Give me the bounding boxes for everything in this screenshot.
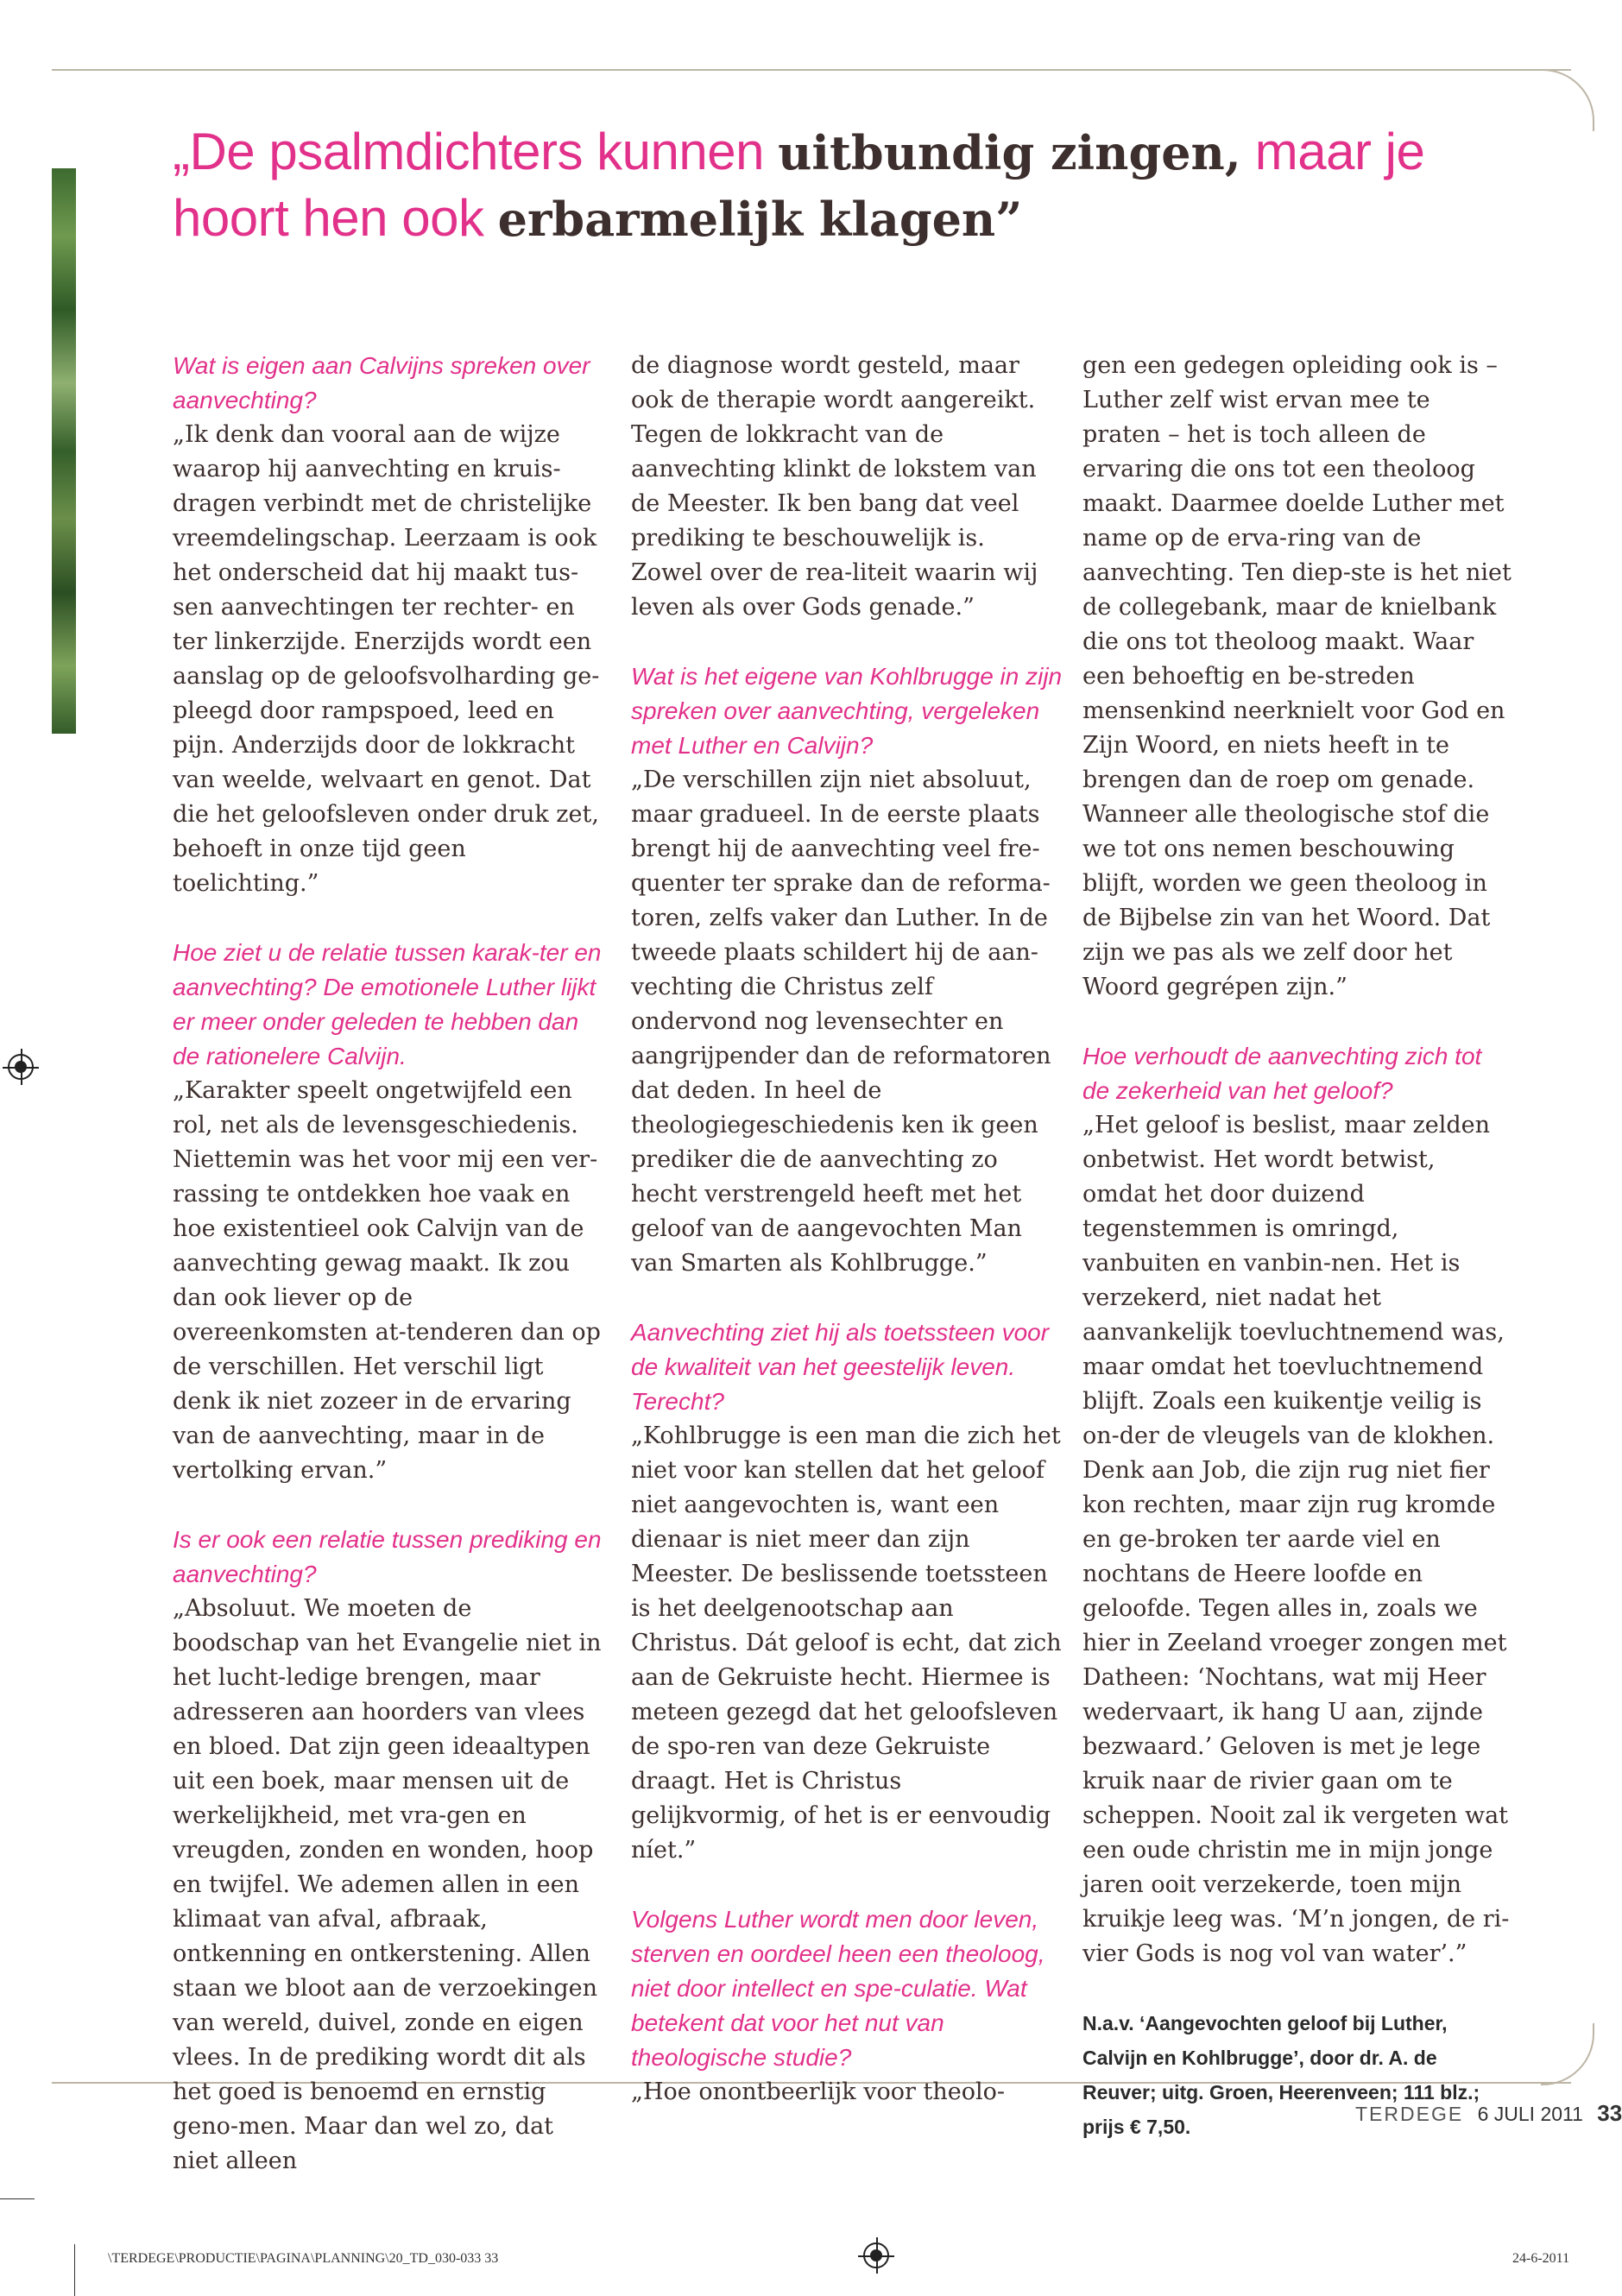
question-2: Hoe ziet u de relatie tussen karak-ter en aanvechting? De emotionele Luther lijkt er meer onder geleden te hebben dan de rationelere Calvijn. — [173, 939, 602, 1069]
photo-edge-strip — [52, 168, 76, 734]
page-number: 33 — [1597, 2100, 1622, 2126]
answer-4: „De verschillen zijn niet absoluut, maar gradueel. In de eerste plaats brengt hij de aanvechting veel fre-quenter ter sprake dan de reforma-toren, zelfs vaker dan Luther. In de tweede plaats schildert hij de aan-vechting die Christus zelf ondervond nog levensechter en aangrijpender dan de reformatoren dat deden. In heel de theologiegeschiedenis ken ik geen prediker die de aanvechting zo hecht verstrengeld heeft met het geloof van de aangevochten Man van Smarten als Kohlbrugge.” — [631, 766, 1051, 1277]
headline-bold-2: erbarmelijk klagen” — [497, 192, 1023, 247]
magazine-name: TERDEGE — [1355, 2103, 1464, 2125]
answer-2: „Karakter speelt ongetwijfeld een rol, net als de levensgeschiedenis. Niettemin was het voor mij een ver-rassing te ontdekken hoe vaak en hoe existentieel ook Calvijn van de aanvechting gewag maakt. Ik zou dan ook liever op de overeenkomsten at-tenderen dan op de verschillen. Het verschil ligt denk ik niet zozeer in de ervaring van de aanvechting, maar in de vertolking ervan.” — [173, 1077, 601, 1484]
question-5: Aanvechting ziet hij als toetssteen voor de kwaliteit van het geestelijk leven. Terecht? — [631, 1319, 1050, 1415]
bottom-frame-corner — [1541, 2023, 1594, 2085]
headline-part-2: maar je hoort hen ook — [173, 123, 1425, 247]
question-4: Wat is het eigene van Kohlbrugge in zijn spreken over aanvechting, vergeleken met Luther en Calvijn? — [631, 663, 1063, 759]
print-slug-path: \TERDEGE\PRODUCTIE\PAGINA\PLANNING\20_TD_030-033 33 — [108, 2251, 499, 2266]
page-footer — [1355, 2100, 1622, 2127]
column-2 — [631, 349, 1063, 2144]
crop-mark — [74, 2244, 75, 2296]
question-1: Wat is eigen aan Calvijns spreken over aanvechting? — [173, 352, 590, 413]
answer-6-continued: gen een gedegen opleiding ook is – Luther zelf wist ervan mee te praten – het is toch alleen de ervaring die ons tot een theoloog maakt. Daarmee doelde Luther met name op de erva-ring van de aanvechting. Ten diep-ste is het niet de collegebank, maar de knielbank die ons tot theoloog maakt. Waar een behoeftig en be-streden mensenkind neerknielt voor God en Zijn Woord, en niets heeft in te brengen dan de roep om genade. Wanneer alle theologische stof die we tot ons nemen beschouwing blijft, worden we geen theoloog in de Bijbelse zin van het Woord. Dat zijn we pas als we zelf door het Woord gegrépen zijn.” — [1082, 352, 1512, 1000]
question-6: Volgens Luther wordt men door leven, sterven en oordeel heen een theoloog, niet door intellect en spe-culatie. Wat betekent dat voor het nut van theologische studie? — [631, 1906, 1045, 2071]
answer-5: „Kohlbrugge is een man die zich het niet voor kan stellen dat het geloof niet aangevochten is, want een dienaar is niet meer dan zijn Meester. De beslissende toetssteen is het deelgenootschap aan Christus. Dát geloof is echt, dat zich aan de Gekruiste hecht. Hiermee is meteen gezegd dat het geloofsleven de spo-ren van deze Gekruiste draagt. Het is Christus gelijkvormig, of het is er eenvoudig níet.” — [631, 1422, 1062, 1864]
headline-bold-1: uitbundig zingen, — [778, 125, 1241, 180]
registration-mark-icon — [8, 1054, 34, 1080]
pull-quote-headline — [173, 119, 1467, 252]
answer-6: „Hoe onontbeerlijk voor theolo- — [631, 2078, 1005, 2105]
book-credit: N.a.v. ‘Aangevochten geloof bij Luther, Calvijn en Kohlbrugge’, door dr. A. de Reuver; uitg. Groen, Heerenveen; 111 blz.; prijs € 7,50. — [1082, 2012, 1480, 2138]
registration-mark-icon — [863, 2242, 889, 2268]
crop-mark — [0, 2198, 35, 2199]
answer-7: „Het geloof is beslist, maar zelden onbetwist. Het wordt betwist, omdat het door duizend tegenstemmen is omringd, vanbuiten en vanbin-nen. Het is verzekerd, niet nadat het aanvankelijk toevluchtnemend was, maar omdat het toevluchtnemend blijft. Zoals een kuikentje veilig is on-der de vleugels van de klokhen. Denk aan Job, die zijn rug niet fier kon rechten, maar zijn rug kromde en ge-broken ter aarde viel en nochtans de Heere loofde en geloofde. Tegen alles in, zoals we hier in Zeeland vroeger zongen met Datheen: ‘Nochtans, wat mij Heer wedervaart, ik hang U aan, zijnde bezwaard.’ Geloven is met je lege kruik naar de rivier gaan om te scheppen. Nooit zal ik vergeten wat een oude christin me in mijn jonge jaren ooit verzekerde, toen mijn kruikje leeg was. ‘M’n jongen, de ri-vier Gods is nog vol van water’.” — [1082, 1112, 1510, 1967]
answer-3-continued: de diagnose wordt gesteld, maar ook de therapie wordt aangereikt. Tegen de lokkracht van de aanvechting klinkt de lokstem van de Meester. Ik ben bang dat veel prediking te beschouwelijk is. Zowel over de rea-liteit waarin wij leven als over Gods genade.” — [631, 352, 1038, 621]
headline-part-1: „De psalmdichters kunnen — [173, 123, 779, 180]
top-frame-corner — [1541, 69, 1594, 131]
top-frame-line — [52, 69, 1571, 71]
question-7: Hoe verhoudt de aanvechting zich tot de zekerheid van het geloof? — [1082, 1043, 1482, 1104]
answer-3: „Absoluut. We moeten de boodschap van het Evangelie niet in het lucht-ledige brengen, maar adresseren aan hoorders van vlees en bloed. Dat zijn geen ideaaltypen uit een boek, maar mensen uit de werkelijkheid, met vra-gen en vreugden, zonden en wonden, hoop en twijfel. We ademen allen in een klimaat van afval, afbraak, ontkenning en ontkerstening. Allen staan we bloot aan de verzoekingen van wereld, duivel, zonde en eigen vlees. In de prediking wordt dit als het goed is benoemd en ernstig geno-men. Maar dan wel zo, dat niet alleen — [173, 1595, 602, 2174]
column-3 — [1082, 349, 1514, 2144]
answer-1: „Ik denk dan vooral aan de wijze waarop hij aanvechting en kruis-dragen verbindt met de christelijke vreemdelingschap. Leerzaam is ook het onderscheid dat hij maakt tus-sen aanvechtingen ter rechter- en ter linkerzijde. Enerzijds wordt een aanslag op de geloofsvolharding ge-pleegd door rampspoed, leed en pijn. Anderzijds door de lokkracht van weelde, welvaart en genot. Dat die het geloofsleven onder druk zet, behoeft in onze tijd geen toelichting.” — [173, 421, 600, 897]
issue-date: 6 JULI 2011 — [1477, 2103, 1583, 2125]
question-3: Is er ook een relatie tussen prediking en aanvechting? — [173, 1526, 602, 1587]
print-slug-date: 24-6-2011 — [1512, 2251, 1570, 2266]
column-1 — [173, 349, 604, 2213]
